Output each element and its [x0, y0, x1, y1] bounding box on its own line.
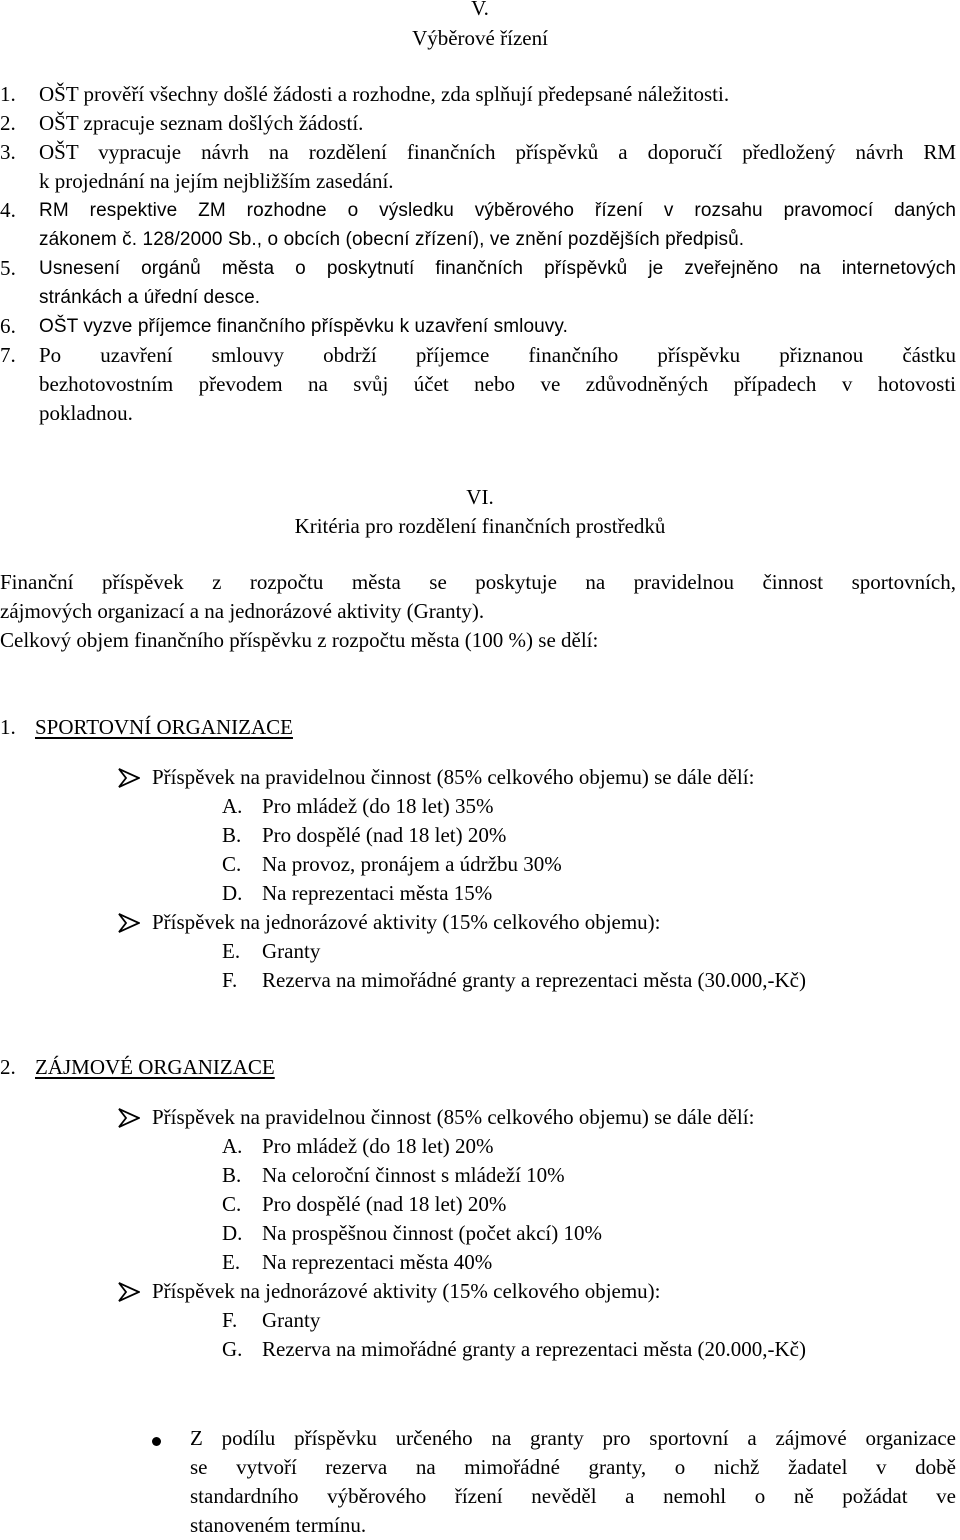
- list-item-text: OŠT vyzve příjemce finančního příspěvku k uzavření smlouvy.: [39, 316, 568, 337]
- intro-line: Finanční příspěvek z rozpočtu města se poskytuje na pravidelnou činnost sportovních,: [0, 570, 956, 594]
- regular-activity-list: [222, 792, 562, 908]
- selection-procedure-list: [0, 80, 956, 428]
- list-item: [222, 1306, 806, 1335]
- list-item-text: zákonem č. 128/2000 Sb., o obcích (obecní zřízení), ve znění pozdějších předpisů.: [39, 229, 745, 250]
- arrow-bullet-icon: [118, 1282, 140, 1302]
- list-item-text: OŠT vypracuje návrh na rozdělení finančních příspěvků a doporučí předložený návrh RM: [39, 140, 956, 164]
- list-item: [0, 138, 956, 196]
- org-heading-interest: [0, 1053, 275, 1082]
- item-letter: F.: [222, 968, 238, 992]
- list-item-text: RM respektive ZM rozhodne o výsledku výběrového řízení v rozsahu pravomocí daných: [39, 200, 956, 221]
- item-text: Pro dospělé (nad 18 let) 20%: [262, 823, 507, 847]
- intro-line: Celkový objem finančního příspěvku z rozpočtu města (100 %) se dělí:: [0, 628, 599, 652]
- item-text: Na prospěšnou činnost (počet akcí) 10%: [262, 1221, 602, 1245]
- list-item-text: OŠT zpracuje seznam došlých žádostí.: [39, 111, 364, 135]
- list-item-number: 4.: [0, 198, 16, 222]
- list-item-text: k projednání na jejím nejbližším zasedání.: [39, 169, 394, 193]
- org-number: 1.: [0, 715, 16, 739]
- org-heading-sport: [0, 713, 293, 742]
- item-letter: E.: [222, 1250, 241, 1274]
- list-item-text: Usnesení orgánů města o poskytnutí finančních příspěvků je zveřejněno na internetových: [39, 258, 956, 279]
- list-item: [222, 879, 562, 908]
- list-item: [222, 937, 806, 966]
- item-letter: G.: [222, 1337, 243, 1361]
- item-letter: B.: [222, 1163, 242, 1187]
- item-text: Granty: [262, 1308, 321, 1332]
- item-letter: B.: [222, 823, 242, 847]
- regular-activity-heading: Příspěvek na pravidelnou činnost (85% celkového objemu) se dále dělí:: [152, 1105, 755, 1129]
- org-number: 2.: [0, 1055, 16, 1079]
- list-item: [222, 1335, 806, 1364]
- item-text: Pro mládež (do 18 let) 20%: [262, 1134, 494, 1158]
- item-letter: A.: [222, 1134, 243, 1158]
- list-item: [222, 1248, 602, 1277]
- grant-reserve-note: [190, 1424, 956, 1540]
- section-vi-title: Kritéria pro rozdělení finančních prostředků: [294, 514, 666, 538]
- list-item-number: 3.: [0, 140, 16, 164]
- item-text: Na reprezentaci města 15%: [262, 881, 493, 905]
- arrow-bullet-icon: [118, 913, 140, 933]
- oneoff-activity-list: [222, 1306, 806, 1364]
- list-item-text: Po uzavření smlouvy obdrží příjemce finančního příspěvku přiznanou částku: [39, 343, 956, 367]
- item-text: Pro mládež (do 18 let) 35%: [262, 794, 494, 818]
- oneoff-activity-heading: Příspěvek na jednorázové aktivity (15% celkového objemu):: [152, 1279, 661, 1303]
- note-line: standardního výběrového řízení nevěděl a nemohl o ně požádat ve: [190, 1484, 956, 1508]
- list-item: [0, 109, 956, 138]
- list-item-number: 6.: [0, 314, 16, 338]
- list-item-text: stránkách a úřední desce.: [39, 287, 261, 308]
- regular-activity-list: [222, 1132, 602, 1277]
- org-name: SPORTOVNÍ ORGANIZACE: [35, 715, 293, 739]
- list-item: [0, 341, 956, 428]
- list-item: [222, 1190, 602, 1219]
- section-vi-numeral: VI.: [466, 485, 494, 509]
- note-line: se vytvoří rezerva na mimořádné granty, o nichž žadatel v době: [190, 1455, 956, 1479]
- list-item: [222, 850, 562, 879]
- item-letter: C.: [222, 852, 242, 876]
- item-letter: D.: [222, 881, 243, 905]
- intro-line: zájmových organizací a na jednorázové aktivity (Granty).: [0, 599, 485, 623]
- oneoff-activity-heading: Příspěvek na jednorázové aktivity (15% celkového objemu):: [152, 910, 661, 934]
- org-name: ZÁJMOVÉ ORGANIZACE: [35, 1055, 275, 1079]
- item-text: Granty: [262, 939, 321, 963]
- item-text: Pro dospělé (nad 18 let) 20%: [262, 1192, 507, 1216]
- section-v-title: Výběrové řízení: [412, 26, 548, 50]
- note-line: stanoveném termínu.: [190, 1513, 367, 1537]
- round-bullet-icon: [152, 1437, 161, 1446]
- item-text: Rezerva na mimořádné granty a reprezentaci města (20.000,-Kč): [262, 1337, 806, 1361]
- list-item-text: pokladnou.: [39, 401, 133, 425]
- regular-activity-heading: Příspěvek na pravidelnou činnost (85% celkového objemu) se dále dělí:: [152, 765, 755, 789]
- list-item-number: 7.: [0, 343, 16, 367]
- item-letter: C.: [222, 1192, 242, 1216]
- list-item: [0, 196, 956, 254]
- list-item: [0, 312, 956, 341]
- note-line: Z podílu příspěvku určeného na granty pro sportovní a zájmové organizace: [190, 1426, 956, 1450]
- list-item-text: bezhotovostním převodem na svůj účet nebo ve zdůvodněných případech v hotovosti: [39, 372, 956, 396]
- section-v-numeral: V.: [471, 0, 489, 20]
- item-letter: A.: [222, 794, 243, 818]
- list-item: [0, 80, 956, 109]
- list-item: [222, 966, 806, 995]
- item-text: Na celoroční činnost s mládeží 10%: [262, 1163, 565, 1187]
- list-item-number: 5.: [0, 256, 16, 280]
- list-item: [222, 821, 562, 850]
- item-letter: D.: [222, 1221, 243, 1245]
- list-item: [222, 1161, 602, 1190]
- item-text: Rezerva na mimořádné granty a reprezentaci města (30.000,-Kč): [262, 968, 806, 992]
- list-item: [222, 1132, 602, 1161]
- arrow-bullet-icon: [118, 1108, 140, 1128]
- list-item-number: 2.: [0, 111, 16, 135]
- list-item: [222, 1219, 602, 1248]
- arrow-bullet-icon: [118, 768, 140, 788]
- list-item-number: 1.: [0, 82, 16, 106]
- list-item-text: OŠT prověří všechny došlé žádosti a rozhodne, zda splňují předepsané náležitosti.: [39, 82, 730, 106]
- oneoff-activity-list: [222, 937, 806, 995]
- item-letter: E.: [222, 939, 241, 963]
- item-letter: F.: [222, 1308, 238, 1332]
- item-text: Na provoz, pronájem a údržbu 30%: [262, 852, 562, 876]
- list-item: [0, 254, 956, 312]
- list-item: [222, 792, 562, 821]
- criteria-intro: [0, 568, 956, 655]
- item-text: Na reprezentaci města 40%: [262, 1250, 493, 1274]
